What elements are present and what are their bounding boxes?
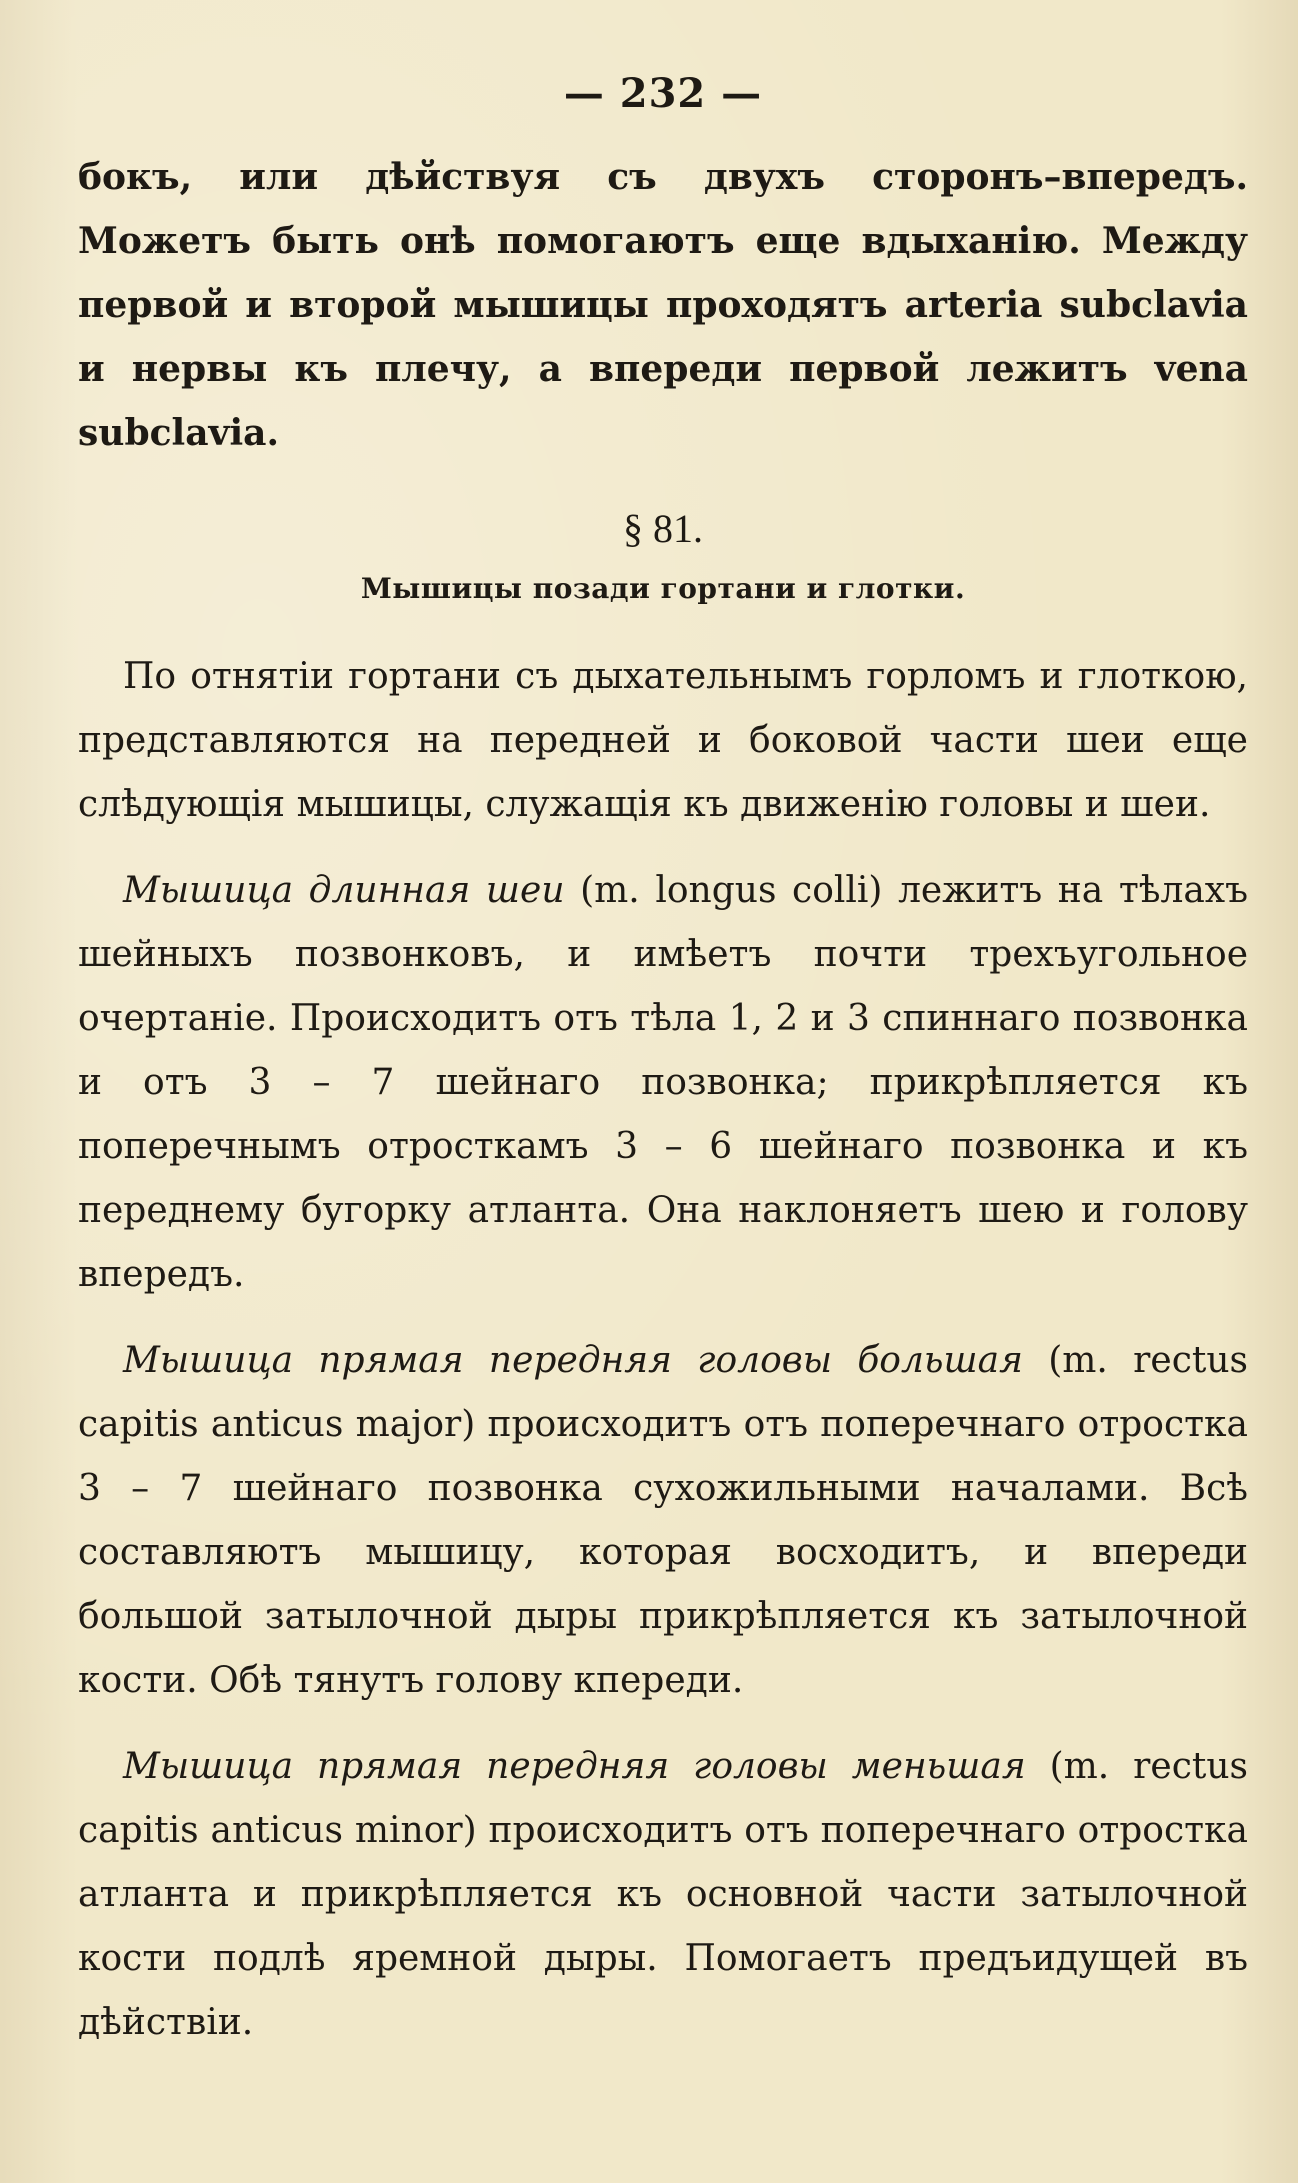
paragraph-intro	[78, 645, 1248, 837]
paragraph-text: (m. rectus capitis anticus major) происходитъ отъ поперечнаго отростка 3 – 7 шейнаго позвонка сухожильными началами. Всѣ составляютъ мышицу, которая восходитъ, и впереди большой затылочной дыры прикрѣпляется къ затылочной кости. Обѣ тянутъ голову кпереди.	[78, 1340, 1248, 1701]
section-number: § 81.	[623, 506, 703, 551]
paragraph-text: По отнятіи гортани съ дыхательнымъ горломъ и глоткою, представляются на передней и боковой части шеи еще слѣдующія мышицы, служащія къ движенію головы и шеи.	[78, 656, 1248, 825]
paragraph-text: (m. longus colli) лежитъ на тѣлахъ шейныхъ позвонковъ, и имѣетъ почти трехъугольное очертаніе. Происходитъ отъ тѣла 1, 2 и 3 спиннаго позвонка и отъ 3 – 7 шейнаго позвонка; прикрѣпляется къ поперечнымъ отросткамъ 3 – 6 шейнаго позвонка и къ переднему бугорку атланта. Она наклоняетъ шею и голову впередъ.	[78, 870, 1248, 1295]
paragraph-rectus-minor	[78, 1735, 1248, 2055]
paragraph-text: (m. rectus capitis anticus minor) происходитъ отъ поперечнаго отростка атланта и прикрѣпляется къ основной части затылочной кости подлѣ яремной дыры. Помогаетъ предъидущей въ дѣйствіи.	[78, 1746, 1248, 2043]
paragraph-rectus-major	[78, 1329, 1248, 1713]
opening-paragraph: бокъ, или дѣйствуя съ двухъ сторонъ–впередъ. Можетъ быть онѣ помогаютъ еще вдыханію. Между первой и второй мышицы проходятъ arteria subclavia и нервы къ плечу, а впереди первой лежитъ vena subclavia.	[78, 156, 1248, 454]
muscle-term: Мышица прямая передняя головы большая	[123, 1340, 1023, 1381]
page-number: — 232 —	[563, 70, 763, 117]
section-title: Мышицы позади гортани и глотки.	[360, 572, 966, 605]
muscle-term: Мышица длинная шеи	[123, 870, 565, 911]
muscle-term: Мышица прямая передняя головы меньшая	[123, 1746, 1026, 1787]
paragraph-longus-colli	[78, 859, 1248, 1307]
